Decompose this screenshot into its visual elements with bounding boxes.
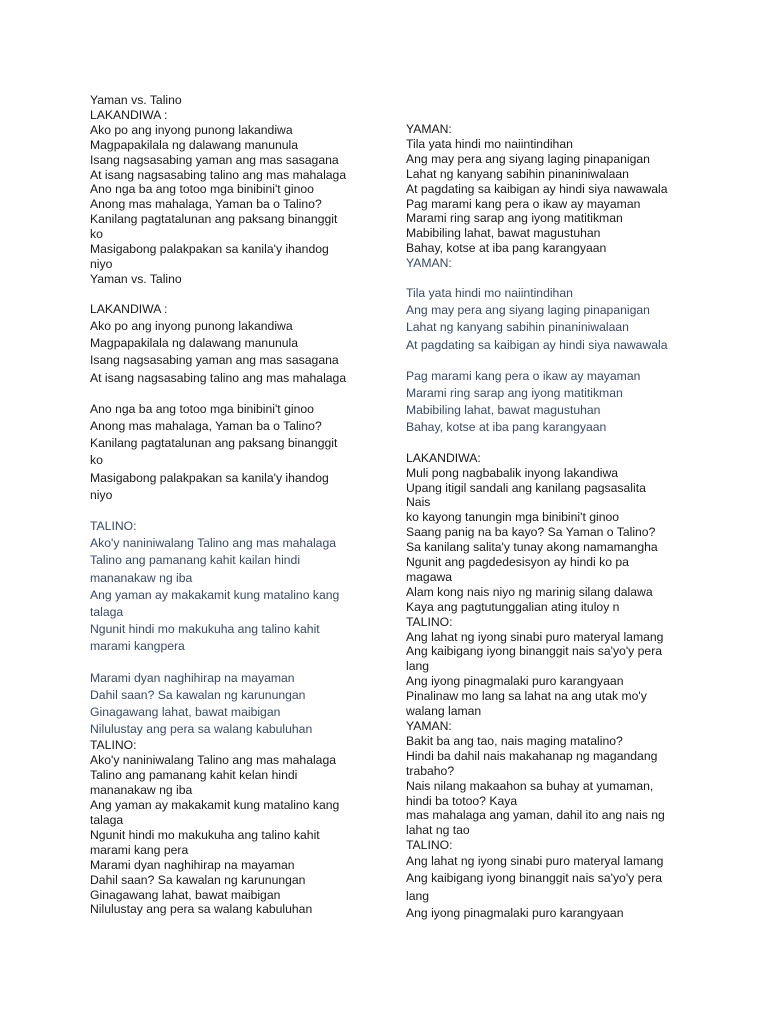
text-line: Yaman vs. Talino xyxy=(90,271,182,286)
text-block xyxy=(406,256,706,271)
text-line: Ako po ang inyong punong lakandiwa xyxy=(90,122,293,137)
text-line: TALINO: xyxy=(406,838,453,853)
text-line: Upang itigil sandali ang kanilang pagsasalita xyxy=(406,480,646,495)
text-line: Kanilang pagtatalunan ang paksang binanggit xyxy=(90,212,338,227)
text-block xyxy=(90,401,390,504)
text-line: niyo xyxy=(90,487,113,502)
text-line: Muli pong nagbabalik inyong lakandiwa xyxy=(406,465,619,480)
text-line: marami kangpera xyxy=(90,639,185,654)
text-line: talaga xyxy=(90,812,124,827)
text-block xyxy=(90,518,390,656)
text-line: Ang iyong pinagmalaki puro karangyaan xyxy=(406,905,624,920)
left-column xyxy=(90,93,390,917)
text-line: Marami dyan naghihirap na mayaman xyxy=(90,670,295,685)
text-line: Saang panig na ba kayo? Sa Yaman o Talino? xyxy=(406,525,656,540)
text-line: hindi ba totoo? Kaya xyxy=(406,793,518,808)
text-line: Mabibiling lahat, bawat magustuhan xyxy=(406,226,601,241)
text-line: Talino ang pamanang kahit kelan hindi xyxy=(90,768,298,783)
text-line: Dahil saan? Sa kawalan ng karunungan xyxy=(90,872,306,887)
text-line: ko xyxy=(90,227,103,242)
text-line: TALINO: xyxy=(406,614,453,629)
text-line: trabaho? xyxy=(406,763,455,778)
text-line: TALINO: xyxy=(90,738,137,753)
text-line: Ako'y naniniwalang Talino ang mas mahalaga xyxy=(90,753,337,768)
text-block xyxy=(90,93,390,287)
text-line: Yaman vs. Talino xyxy=(90,93,182,107)
text-line: Ang lahat ng iyong sinabi puro materyal lamang xyxy=(406,629,664,644)
text-block xyxy=(90,738,390,917)
text-line: Ngunit hindi mo makukuha ang talino kahit xyxy=(90,827,320,842)
text-block xyxy=(406,853,706,922)
stanza-gap xyxy=(406,437,706,451)
text-line: Pag marami kang pera o ikaw ay mayaman xyxy=(406,368,641,383)
text-line: Tila yata hindi mo naiintindihan xyxy=(406,136,573,151)
text-line: Hindi ba dahil nais makahanap ng magandang xyxy=(406,748,658,763)
text-line: At isang nagsasabing talino ang mas mahalaga xyxy=(90,167,347,182)
text-line: lang xyxy=(406,659,430,674)
text-line: magawa xyxy=(406,569,453,584)
text-line: Ako po ang inyong punong lakandiwa xyxy=(90,318,293,333)
text-line: Ang kaibigang iyong binanggit nais sa'yo'y pera xyxy=(406,644,663,659)
text-line: ko xyxy=(90,453,103,468)
text-block xyxy=(406,122,706,256)
text-line: Masigabong palakpakan sa kanila'y ihandog xyxy=(90,242,329,257)
text-line: Ang kaibigang iyong binanggit nais sa'yo'y pera xyxy=(406,871,663,886)
text-line: niyo xyxy=(90,256,113,271)
text-line: Marami dyan naghihirap na mayaman xyxy=(90,857,295,872)
text-line: Isang nagsasabing yaman ang mas sasagana xyxy=(90,353,339,368)
text-line: YAMAN: xyxy=(406,122,452,136)
text-line: Ngunit ang pagdedesisyon ay hindi ko pa xyxy=(406,555,629,570)
text-block xyxy=(406,285,706,354)
text-line: At pagdating sa kaibigan ay hindi siya nawawala xyxy=(406,181,668,196)
text-block xyxy=(406,451,706,853)
text-line: Ginagawang lahat, bawat maibigan xyxy=(90,887,281,902)
text-line: Anong mas mahalaga, Yaman ba o Talino? xyxy=(90,419,322,433)
text-line: lahat ng tao xyxy=(406,823,470,838)
text-line: Ginagawang lahat, bawat maibigan xyxy=(90,705,281,720)
text-line: Nilulustay ang pera sa walang kabuluhan xyxy=(90,902,313,917)
text-block xyxy=(406,368,706,437)
text-line: Nais xyxy=(406,495,431,510)
stanza-gap xyxy=(90,656,390,670)
text-line: At pagdating sa kaibigan ay hindi siya nawawala xyxy=(406,337,668,352)
text-line: ko kayong tanungin mga binibini't ginoo xyxy=(406,510,620,525)
stanza-gap xyxy=(406,354,706,368)
text-line: Lahat ng kanyang sabihin pinaniniwalaan xyxy=(406,320,629,335)
text-line: At isang nagsasabing talino ang mas mahalaga xyxy=(90,370,347,385)
text-line: Tila yata hindi mo naiintindihan xyxy=(406,286,573,301)
text-line: Ano nga ba ang totoo mga binibini't ginoo xyxy=(90,182,314,197)
text-line: YAMAN: xyxy=(406,719,452,733)
text-line: Mabibiling lahat, bawat magustuhan xyxy=(406,403,601,418)
text-line: Sa kanilang salita'y tunay akong namamangha xyxy=(406,540,658,555)
text-line: marami kang pera xyxy=(90,842,189,857)
text-line: Bakit ba ang tao, nais maging matalino? xyxy=(406,733,623,748)
text-line: mananakaw ng iba xyxy=(90,783,193,798)
text-line: Magpapakilala ng dalawang manunula xyxy=(90,336,299,351)
text-line: LAKANDIWA : xyxy=(90,107,168,122)
stanza-gap xyxy=(90,504,390,518)
stanza-gap xyxy=(406,271,706,285)
text-line: Ano nga ba ang totoo mga binibini't ginoo xyxy=(90,401,314,416)
text-line: Masigabong palakpakan sa kanila'y ihandog xyxy=(90,470,329,485)
text-line: lang xyxy=(406,888,430,903)
right-column xyxy=(406,122,706,922)
text-line: walang laman xyxy=(406,704,482,719)
text-line: Ang yaman ay makakamit kung matalino kang xyxy=(90,798,340,813)
text-block xyxy=(90,670,390,739)
text-line: LAKANDIWA: xyxy=(406,450,481,465)
text-line: Bahay, kotse at iba pang karangyaan xyxy=(406,420,607,435)
text-line: YAMAN: xyxy=(406,256,452,271)
text-line: Alam kong nais niyo ng marinig silang dalawa xyxy=(406,584,653,599)
text-line: Dahil saan? Sa kawalan ng karunungan xyxy=(90,687,306,702)
text-line: Nilulustay ang pera sa walang kabuluhan xyxy=(90,722,313,737)
text-line: Ako'y naniniwalang Talino ang mas mahalaga xyxy=(90,536,337,551)
text-line: Ngunit hindi mo makukuha ang talino kahit xyxy=(90,622,320,637)
text-line: Ang may pera ang siyang laging pinapanigan xyxy=(406,303,650,318)
stanza-gap xyxy=(90,387,390,401)
text-line: mas mahalaga ang yaman, dahil ito ang nais ng xyxy=(406,808,665,823)
text-line: Kanilang pagtatalunan ang paksang binanggit xyxy=(90,436,338,451)
text-line: talaga xyxy=(90,605,124,620)
text-line: Anong mas mahalaga, Yaman ba o Talino? xyxy=(90,197,322,212)
text-line: Ang iyong pinagmalaki puro karangyaan xyxy=(406,674,624,689)
text-line: Marami ring sarap ang iyong matitikman xyxy=(406,211,623,226)
text-line: Ang lahat ng iyong sinabi puro materyal lamang xyxy=(406,854,664,869)
text-line: Bahay, kotse at iba pang karangyaan xyxy=(406,241,607,256)
text-line: Magpapakilala ng dalawang manunula xyxy=(90,137,299,152)
text-line: Lahat ng kanyang sabihin pinaniniwalaan xyxy=(406,166,629,181)
text-block xyxy=(90,301,390,387)
text-line: TALINO: xyxy=(90,519,137,534)
text-line: Ang may pera ang siyang laging pinapanigan xyxy=(406,151,650,166)
text-line: Ang yaman ay makakamit kung matalino kang xyxy=(90,587,340,602)
text-line: mananakaw ng iba xyxy=(90,570,193,585)
text-line: Marami ring sarap ang iyong matitikman xyxy=(406,386,623,401)
text-line: Pag marami kang pera o ikaw ay mayaman xyxy=(406,196,641,211)
text-line: Nais nilang makaahon sa buhay at yumaman, xyxy=(406,778,654,793)
text-line: Kaya ang pagtutunggalian ating ituloy n xyxy=(406,599,620,614)
text-line: Pinalinaw mo lang sa lahat na ang utak mo'y xyxy=(406,689,647,704)
text-line: Talino ang pamanang kahit kailan hindi xyxy=(90,553,301,568)
stanza-gap xyxy=(90,287,390,301)
text-line: Isang nagsasabing yaman ang mas sasagana xyxy=(90,152,339,167)
text-line: LAKANDIWA : xyxy=(90,301,168,316)
